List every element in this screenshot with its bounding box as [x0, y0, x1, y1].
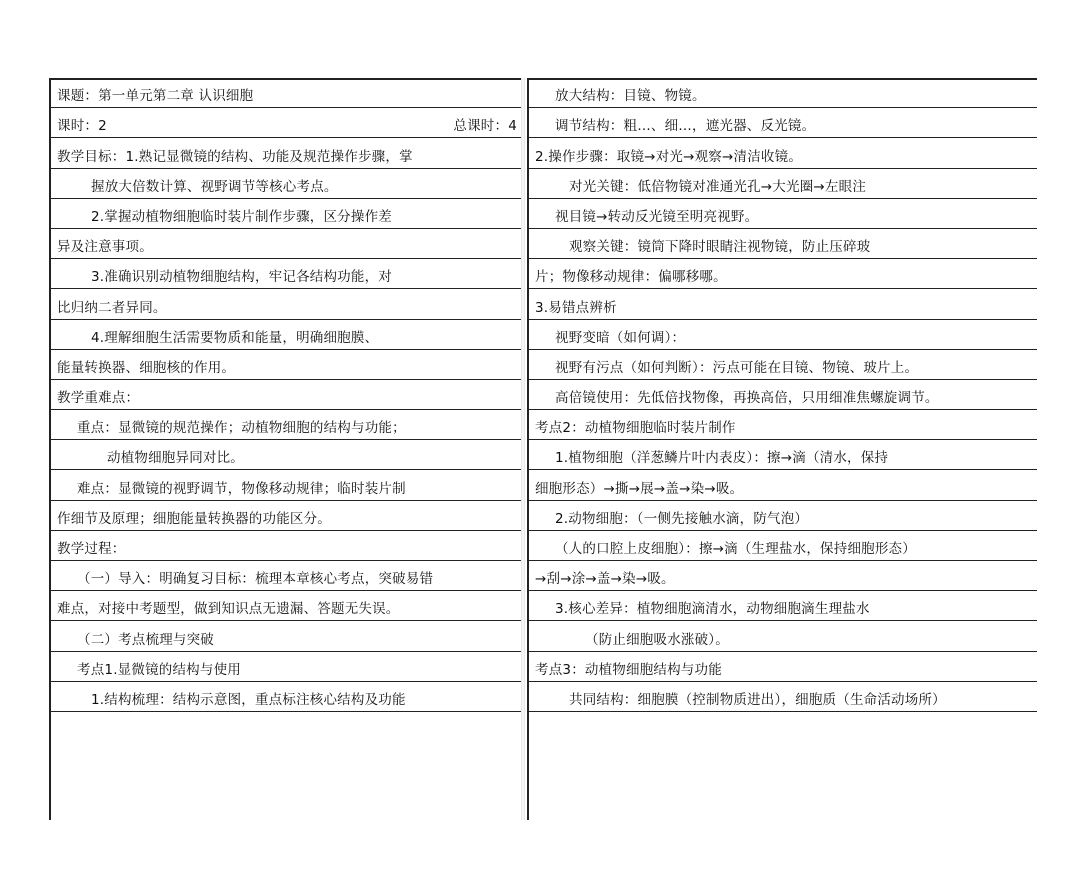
note-line: （人的口腔上皮细胞）：擦→滴（生理盐水，保持细胞形态） [529, 531, 1037, 561]
note-line: 课时：2 总课时：4 [51, 108, 521, 138]
note-line: 作细节及原理；细胞能量转换器的功能区分。 [51, 501, 521, 531]
total-hours-label: 总课时：4 [453, 118, 517, 135]
note-line: 1.植物细胞（洋葱鳞片叶内表皮）：擦→滴（清水，保持 [529, 440, 1037, 470]
note-line: 考点1.显微镜的结构与使用 [51, 652, 521, 682]
note-line: 放大结构：目镜、物镜。 [529, 78, 1037, 108]
note-line: 难点：显微镜的视野调节，物像移动规律；临时装片制 [51, 470, 521, 500]
note-line: 2.动物细胞：（一侧先接触水滴，防气泡） [529, 501, 1037, 531]
page-fold [521, 78, 525, 820]
note-line: 4.理解细胞生活需要物质和能量，明确细胞膜、 [51, 320, 521, 350]
note-line: 调节结构：粗…、细…，遮光器、反光镜。 [529, 108, 1037, 138]
note-line: 教学过程： [51, 531, 521, 561]
note-line: 2.掌握动植物细胞临时装片制作步骤，区分操作差 [51, 199, 521, 229]
note-line: →刮→涂→盖→染→吸。 [529, 561, 1037, 591]
note-line: 视野变暗（如何调）： [529, 320, 1037, 350]
note-line: 2.操作步骤：取镜→对光→观察→清洁收镜。 [529, 138, 1037, 168]
note-line: 观察关键：镜筒下降时眼睛注视物镜，防止压碎玻 [529, 229, 1037, 259]
note-line: 教学目标：1.熟记显微镜的结构、功能及规范操作步骤，掌 [51, 138, 521, 168]
note-line: 考点2：动植物细胞临时装片制作 [529, 410, 1037, 440]
left-notebook-page [49, 78, 521, 820]
note-line: 动植物细胞异同对比。 [51, 440, 521, 470]
note-line: 异及注意事项。 [51, 229, 521, 259]
note-line: 共同结构：细胞膜（控制物质进出），细胞质（生命活动场所） [529, 682, 1037, 712]
note-line: 握放大倍数计算、视野调节等核心考点。 [51, 169, 521, 199]
note-line: 高倍镜使用：先低倍找物像，再换高倍，只用细准焦螺旋调节。 [529, 380, 1037, 410]
note-line: 难点，对接中考题型，做到知识点无遗漏、答题无失误。 [51, 591, 521, 621]
note-line: （防止细胞吸水涨破）。 [529, 621, 1037, 651]
note-line: （一）导入：明确复习目标：梳理本章核心考点，突破易错 [51, 561, 521, 591]
note-line: 3.准确识别动植物细胞结构，牢记各结构功能，对 [51, 259, 521, 289]
note-line: （二）考点梳理与突破 [51, 621, 521, 651]
note-line: 3.核心差异：植物细胞滴清水，动物细胞滴生理盐水 [529, 591, 1037, 621]
note-line: 考点3：动植物细胞结构与功能 [529, 652, 1037, 682]
note-line: 课题：第一单元第二章 认识细胞 [51, 78, 521, 108]
note-line: 教学重难点： [51, 380, 521, 410]
note-line: 细胞形态）→撕→展→盖→染→吸。 [529, 470, 1037, 500]
note-line: 比归纳二者异同。 [51, 289, 521, 319]
note-line: 对光关键：低倍物镜对准通光孔→大光圈→左眼注 [529, 169, 1037, 199]
note-line: 1.结构梳理：结构示意图，重点标注核心结构及功能 [51, 682, 521, 712]
note-line: 3.易错点辨析 [529, 289, 1037, 319]
note-line: 片；物像移动规律：偏哪移哪。 [529, 259, 1037, 289]
note-line: 能量转换器、细胞核的作用。 [51, 350, 521, 380]
note-line: 视目镜→转动反光镜至明亮视野。 [529, 199, 1037, 229]
note-line: 视野有污点（如何判断）：污点可能在目镜、物镜、玻片上。 [529, 350, 1037, 380]
right-notebook-page [527, 78, 1037, 820]
note-line: 重点：显微镜的规范操作；动植物细胞的结构与功能； [51, 410, 521, 440]
